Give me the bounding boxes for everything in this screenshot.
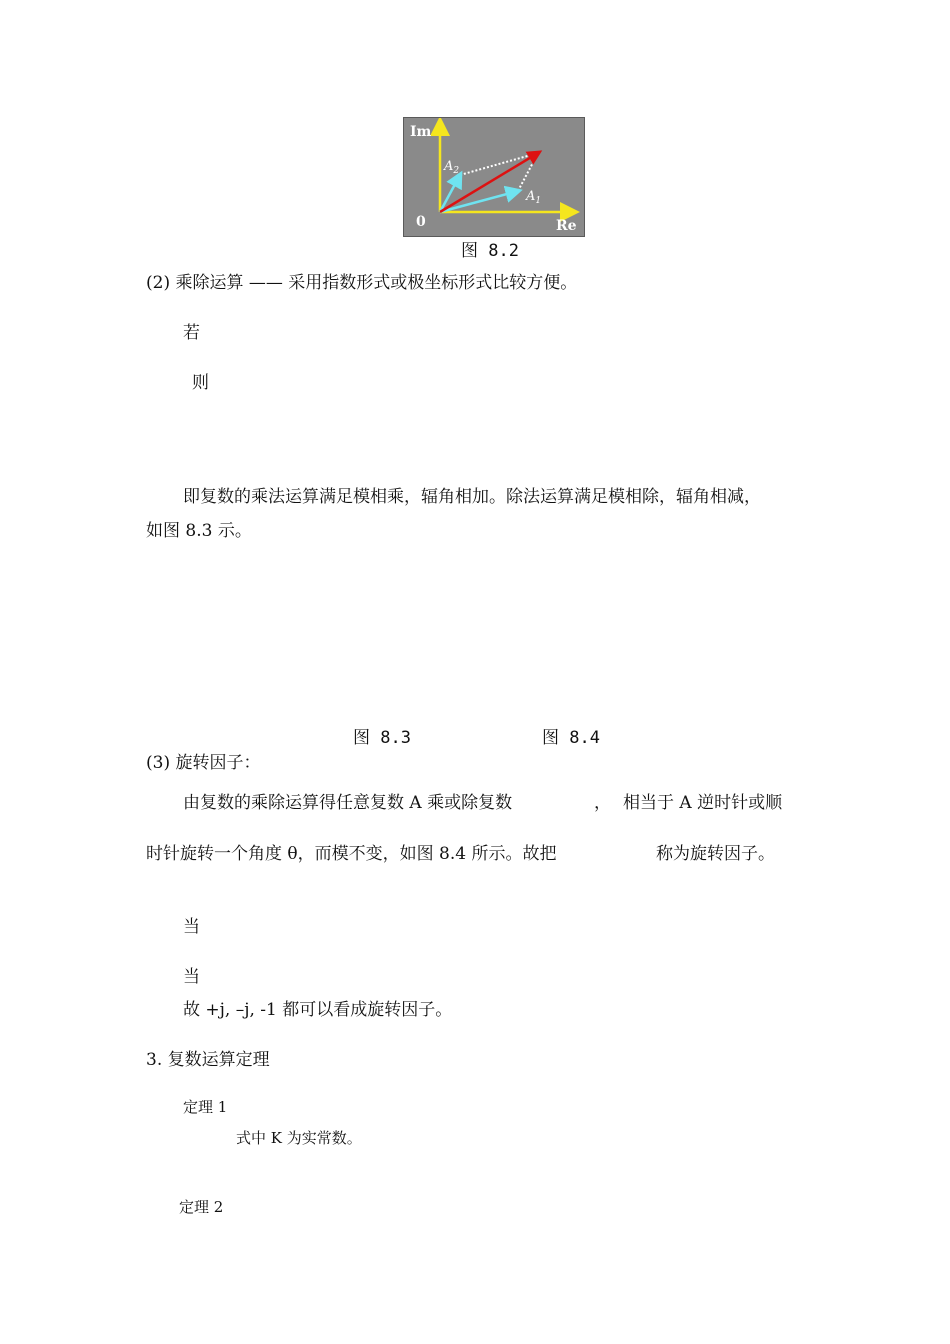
caption-figure-8-2: 图 8.2 [461,241,519,261]
vector-a1 [440,191,518,212]
dotted-side-a2 [460,153,538,175]
axis-re-label: Re [556,218,577,234]
caption-figure-8-4: 图 8.4 [542,728,600,748]
caption-figure-8-3: 图 8.3 [353,728,411,748]
phasor-diagram [404,118,584,236]
when-word-2: 当 [183,967,200,987]
theorems-heading: 3. 复数运算定理 [146,1050,270,1070]
explain-line-2: 如图 8.3 示。 [146,521,252,541]
figure-8-2 [403,117,585,237]
if-word: 若 [183,323,200,343]
rotation-line-2a: 时针旋转一个角度 θ，而模不变，如图 8.4 所示。故把 [146,844,557,864]
when-word-1: 当 [183,917,200,937]
label-a2: $A_2$ [444,159,460,176]
theorem-2-label: 定理 2 [179,1198,224,1216]
rotation-line-1a: 由复数的乘除运算得任意复数 A 乘或除复数 [183,793,513,813]
explain-line-1: 即复数的乘法运算满足模相乘，辐角相加。除法运算满足模相除，辐角相减， [183,487,761,507]
section-3-heading: (3) 旋转因子： [146,753,261,773]
origin-label: 0 [416,214,426,230]
rotation-line-1b: ， [594,793,611,813]
rotation-conclusion: 故 +j, –j, -1 都可以看成旋转因子。 [183,1000,453,1020]
theorem-1-label: 定理 1 [183,1098,228,1116]
rotation-line-1c: 相当于 A 逆时针或顺 [623,793,783,813]
label-a1: $A_1$ [526,189,542,206]
then-word: 则 [192,373,209,393]
axis-im-label: Im [410,124,432,140]
theorem-1-note: 式中 K 为实常数。 [236,1129,362,1147]
section-2-heading: (2) 乘除运算 —— 采用指数形式或极坐标形式比较方便。 [146,273,578,293]
rotation-line-2b: 称为旋转因子。 [656,844,775,864]
